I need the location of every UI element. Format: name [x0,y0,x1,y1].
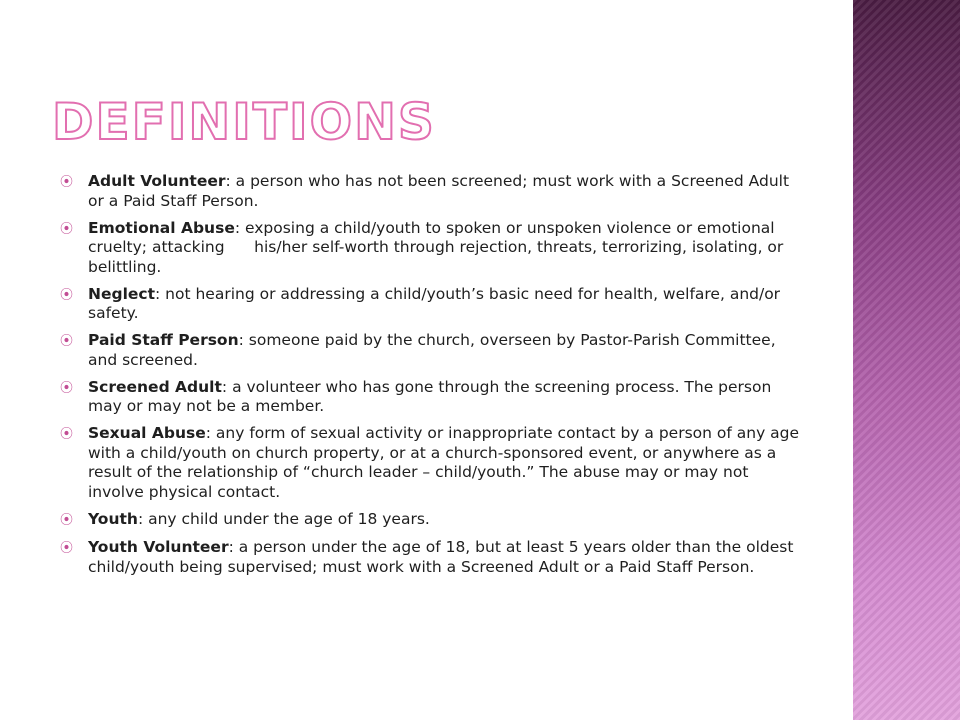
term-label: Sexual Abuse [88,424,206,442]
target-circle-icon: ⦿ [60,221,74,237]
definition-text: : any form of sexual activity or inappropriate contact by a person of any age with a child/youth on church property, or at a church-sponsored event, or anywhere as a result of the relationship of “church leader – child/youth.” The abuse may or may not involve physical contact. [88,424,800,501]
decorative-side-panel [853,0,960,720]
target-circle-icon: ⦿ [60,512,74,528]
list-item-text [88,172,800,211]
list-item-neglect [60,285,800,324]
list-item-text [88,219,800,278]
term-label: Youth [88,509,138,528]
term-label: Adult Volunteer [88,172,226,190]
term-label: Emotional Abuse [88,218,235,237]
list-item-youth-volunteer [60,538,800,577]
target-circle-icon: ⦿ [60,380,74,396]
definition-text: : a person who has not been screened; must work with a Screened Adult or a Paid Staff Person. [88,172,790,210]
target-circle-icon: ⦿ [60,287,74,303]
list-item-text [88,424,800,502]
list-item-sexual-abuse [60,424,800,502]
definition-text: : someone paid by the church, overseen by Pastor-Parish Committee, and screened. [88,331,776,369]
list-item-paid-staff-person [60,331,800,370]
term-label: Paid Staff Person [88,331,239,349]
list-item-emotional-abuse [60,219,800,278]
list-item-text [88,285,800,324]
target-circle-icon: ⦿ [60,334,74,349]
list-item-text [88,378,800,417]
target-circle-icon: ⦿ [60,175,74,190]
definition-text: : any child under the age of 18 years. [137,509,430,528]
definition-text: : a person under the age of 18, but at least 5 years older than the oldest child/youth being supervised; must work with a Screened Adult or a Paid Staff Person. [88,538,794,576]
target-circle-icon: ⦿ [60,541,74,556]
list-item-text [88,510,430,530]
definition-text: : a volunteer who has gone through the screening process. The person may or may not be a member. [88,377,772,415]
list-item-youth [60,510,800,531]
list-item-text [88,538,800,577]
term-label: Youth Volunteer [88,538,229,556]
target-circle-icon: ⦿ [60,427,74,442]
slide-title: DEFINITIONS [52,93,436,151]
term-label: Neglect [88,284,156,303]
definition-text: : exposing a child/youth to spoken or unspoken violence or emotional cruelty; attacking his/her self-worth through rejection, threats, terrorizing, isolating, or belittling. [88,218,789,276]
list-item-text [88,331,800,370]
list-item-screened-adult [60,378,800,417]
definition-text: : not hearing or addressing a child/youth’s basic need for health, welfare, and/or safety. [88,284,781,322]
term-label: Screened Adult [88,377,222,396]
definitions-list [60,172,800,585]
list-item-adult-volunteer [60,172,800,211]
